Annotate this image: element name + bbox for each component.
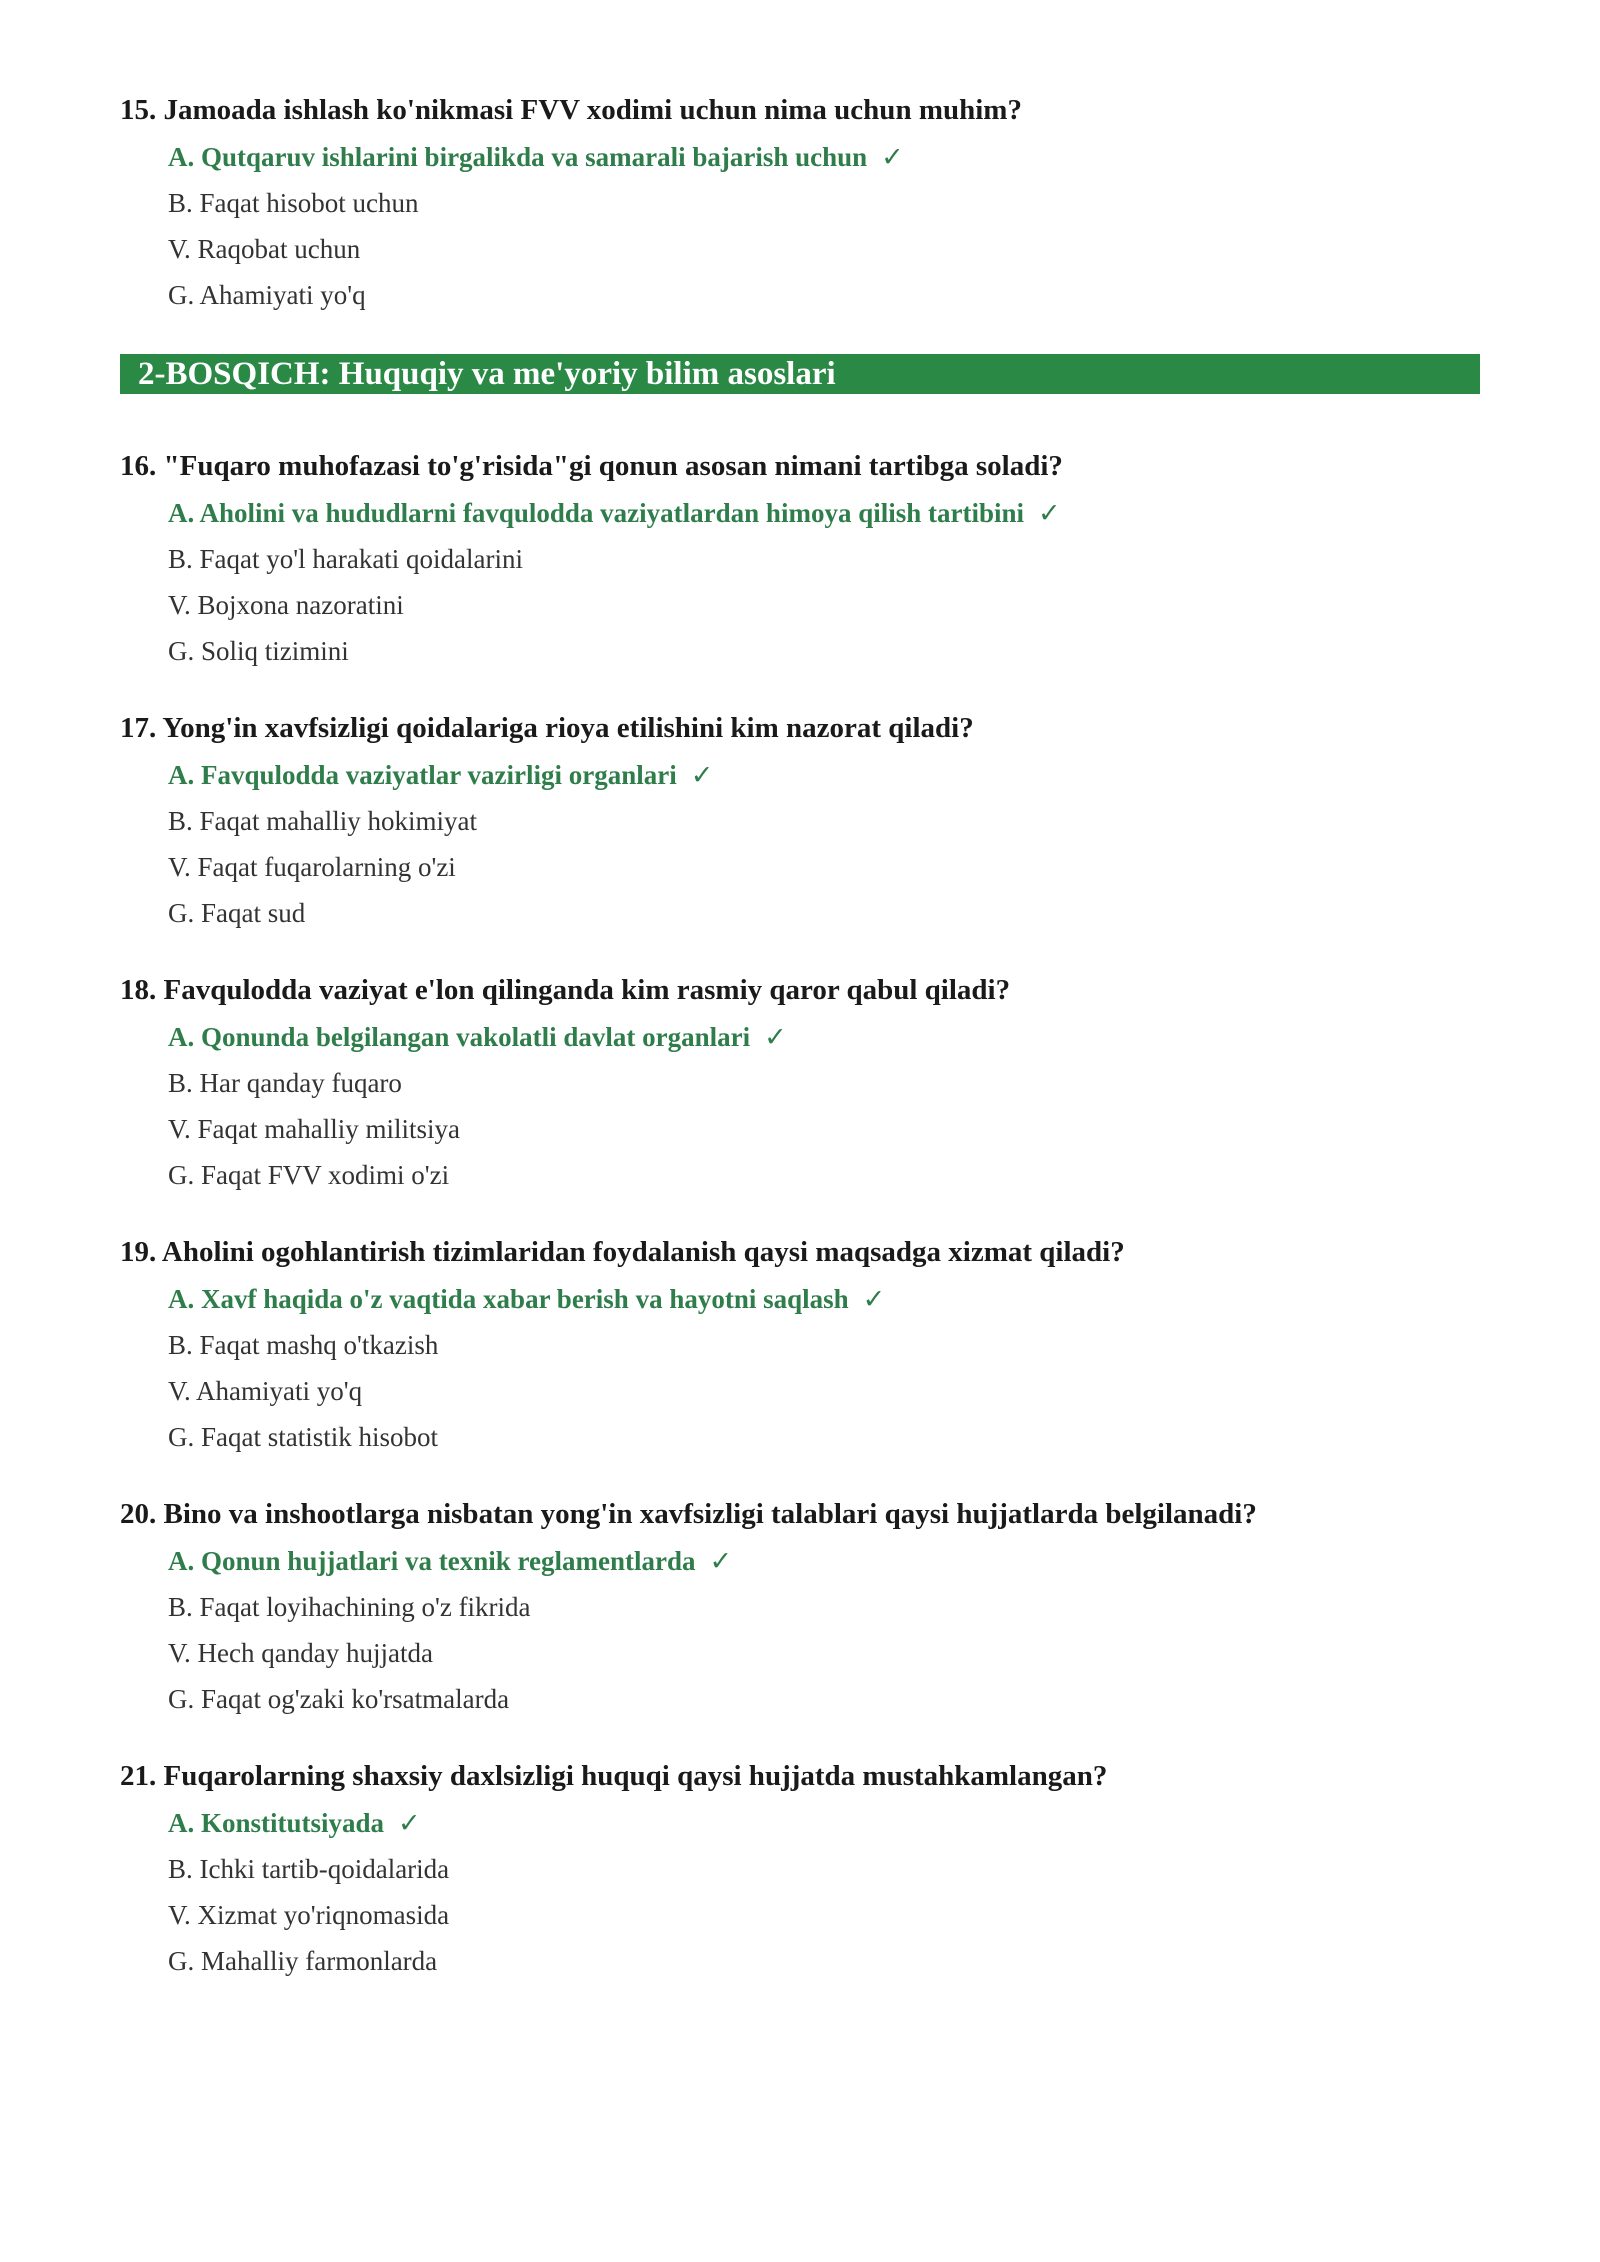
check-icon: ✓	[398, 1808, 421, 1838]
option: V. Xizmat yo'riqnomasida	[168, 1900, 450, 1930]
section-header: 2-BOSQICH: Huquqiy va me'yoriy bilim asoslari	[120, 354, 1480, 394]
option-correct	[168, 1544, 1480, 1578]
option: G. Soliq tizimini	[168, 636, 349, 666]
option: G. Mahalliy farmonlarda	[168, 1946, 438, 1976]
check-icon: ✓	[862, 1284, 886, 1314]
option: G. Ahamiyati yo'q	[168, 280, 366, 310]
option: V. Bojxona nazoratini	[168, 590, 404, 620]
question-title: 16. "Fuqaro muhofazasi to'g'risida"gi qonun asosan nimani tartibga soladi?	[120, 450, 1063, 482]
option: B. Faqat yo'l harakati qoidalarini	[168, 544, 524, 574]
check-icon: ✓	[881, 142, 904, 172]
question-16	[120, 448, 1480, 668]
question-21	[120, 1758, 1480, 1978]
question-title: 15. Jamoada ishlash ko'nikmasi FVV xodimi uchun nima uchun muhim?	[120, 94, 1022, 126]
option-label: A. Xavf haqida o'z vaqtida xabar berish va hayotni saqlash	[168, 1284, 849, 1314]
option: G. Faqat FVV xodimi o'zi	[168, 1160, 450, 1190]
question-19	[120, 1234, 1480, 1454]
check-icon: ✓	[764, 1022, 787, 1052]
question-18	[120, 972, 1480, 1192]
option: B. Faqat loyihachining o'z fikrida	[168, 1592, 531, 1622]
option: V. Faqat mahalliy militsiya	[168, 1114, 460, 1144]
option-correct	[168, 758, 1480, 792]
option-correct	[168, 1282, 1480, 1316]
option-label: A. Favqulodda vaziyatlar vazirligi organlari	[168, 760, 677, 790]
option-correct	[168, 1020, 1480, 1054]
option: B. Faqat hisobot uchun	[168, 188, 419, 218]
option: V. Raqobat uchun	[168, 234, 361, 264]
question-title: 20. Bino va inshootlarga nisbatan yong'in xavfsizligi talablari qaysi hujjatlarda belgilanadi?	[120, 1498, 1257, 1530]
option: G. Faqat sud	[168, 898, 306, 928]
option: V. Ahamiyati yo'q	[168, 1376, 363, 1406]
question-title: 21. Fuqarolarning shaxsiy daxlsizligi huquqi qaysi hujjatda mustahkamlangan?	[120, 1760, 1108, 1792]
question-title: 19. Aholini ogohlantirish tizimlaridan foydalanish qaysi maqsadga xizmat qiladi?	[120, 1236, 1125, 1268]
question-20	[120, 1496, 1480, 1716]
option: V. Hech qanday hujjatda	[168, 1638, 433, 1668]
question-title: 17. Yong'in xavfsizligi qoidalariga rioya etilishini kim nazorat qiladi?	[120, 712, 974, 744]
option-correct	[168, 140, 1480, 174]
option: V. Faqat fuqarolarning o'zi	[168, 852, 456, 882]
option-label: A. Konstitutsiyada	[168, 1808, 385, 1838]
document-page	[120, 92, 1480, 2020]
option-correct	[168, 496, 1480, 530]
check-icon: ✓	[1037, 498, 1061, 528]
option: G. Faqat statistik hisobot	[168, 1422, 438, 1452]
option-label: A. Aholini va hududlarni favqulodda vaziyatlardan himoya qilish tartibini	[168, 498, 1024, 528]
question-17	[120, 710, 1480, 930]
question-15	[120, 92, 1480, 312]
option-correct	[168, 1806, 1480, 1840]
option: B. Faqat mashq o'tkazish	[168, 1330, 439, 1360]
option: B. Ichki tartib-qoidalarida	[168, 1854, 450, 1884]
check-icon: ✓	[690, 760, 714, 790]
option-label: A. Qonun hujjatlari va texnik reglamentlarda	[168, 1546, 696, 1576]
option: B. Faqat mahalliy hokimiyat	[168, 806, 477, 836]
check-icon: ✓	[709, 1546, 733, 1576]
option: G. Faqat og'zaki ko'rsatmalarda	[168, 1684, 510, 1714]
option: B. Har qanday fuqaro	[168, 1068, 402, 1098]
question-title: 18. Favqulodda vaziyat e'lon qilinganda kim rasmiy qaror qabul qiladi?	[120, 974, 1011, 1006]
option-label: A. Qutqaruv ishlarini birgalikda va samarali bajarish uchun	[168, 142, 868, 172]
option-label: A. Qonunda belgilangan vakolatli davlat organlari	[168, 1022, 751, 1052]
